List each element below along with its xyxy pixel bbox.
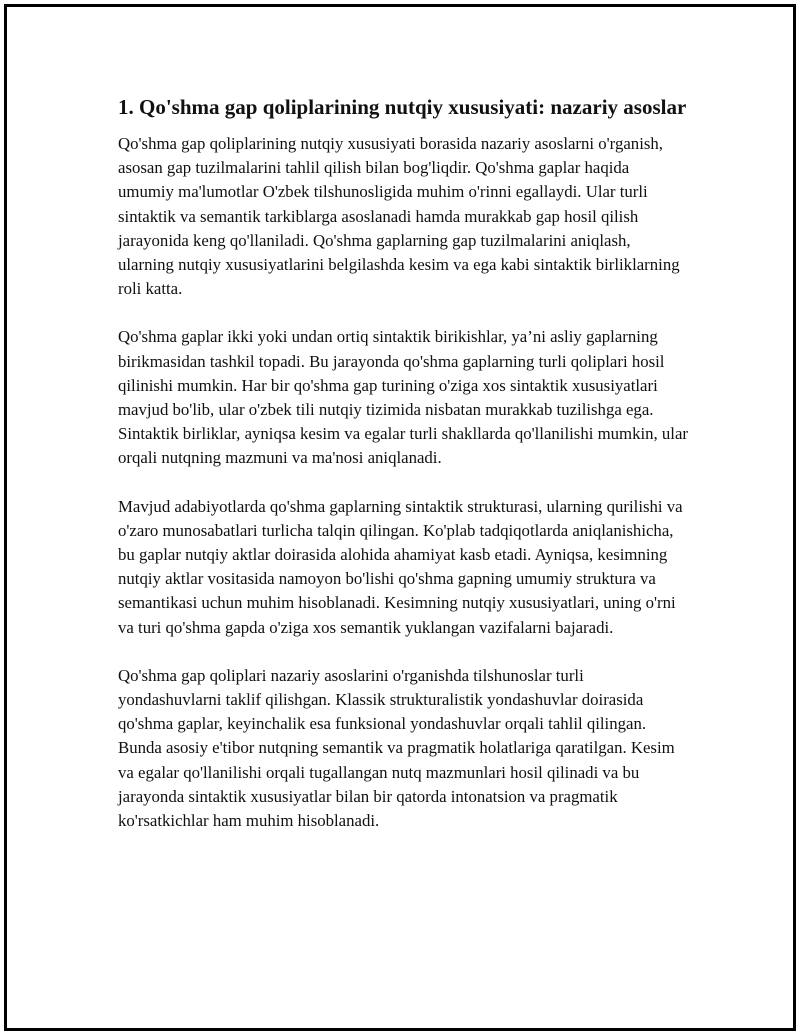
paragraph-4: Qo'shma gap qoliplari nazariy asoslarini o'rganishda tilshunoslar turli yondashuvlarni taklif qilishgan. Klassik strukturalistik yondashuvlar doirasida qo'shma gaplar, keyinchalik esa funksional yondashuvlar orqali tahlil qilingan. Bunda asosiy e'tibor nutqning semantik va pragmatik holatlariga qaratilgan. Kesim va egalar qo'llanilishi orqali tugallangan nutq mazmunlari hosil qilinadi va bu jarayonda sintaktik xususiyatlar bilan bir qatorda intonatsion va pragmatik ko'rsatkichlar ham muhim hisoblanadi.	[118, 665, 675, 831]
paragraph-1: Qo'shma gap qoliplarining nutqiy xususiyati borasida nazariy asoslarni o'rganish, asosan gap tuzilmalarini tahlil qilish bilan bog'liqdir. Qo'shma gaplar haqida umumiy ma'lumotlar O'zbek tilshunosligida muhim o'rinni egallaydi. Ular turli sintaktik va semantik tarkiblarga asoslanadi hamda murakkab gap hosil qilish jarayonida keng qo'llaniladi. Qo'shma gaplarning gap tuzilmalarini aniqlash, ularning nutqiy xususiyatlarini belgilashda kesim va ega kabi sintaktik birliklarning roli katta.	[118, 134, 680, 299]
section-heading: 1. Qo'shma gap qoliplarining nutqiy xususiyati: nazariy asoslar	[118, 95, 687, 119]
paragraph-3: Mavjud adabiyotlarda qo'shma gaplarning sintaktik strukturasi, ularning qurilishi va o'zaro munosabatlari turlicha talqin qilingan. Ko'plab tadqiqotlarda aniqlanishicha, bu gaplar nutqiy aktlar doirasida alohida ahamiyat kasb etadi. Ayniqsa, kesimning nutqiy aktlar vositasida namoyon bo'lishi qo'shma gapning umumiy struktura va semantikasi uchun muhim hisoblanadi. Kesimning nutqiy xususiyatlari, uning o'rni va turi qo'shma gapda o'ziga xos semantik yuklangan vazifalarni bajaradi.	[118, 496, 683, 637]
paragraph-2: Qo'shma gaplar ikki yoki undan ortiq sintaktik birikishlar, ya’ni asliy gaplarning birikmasidan tashkil topadi. Bu jarayonda qo'shma gaplarning turli qoliplari hosil qilinishi mumkin. Har bir qo'shma gap turining o'ziga xos sintaktik xususiyatlari mavjud bo'lib, ular o'zbek tili nutqiy tizimida nisbatan murakkab tuzilishga ega. Sintaktik birliklar, ayniqsa kesim va egalar turli shakllarda qo'llanilishi mumkin, ular orqali nutqning mazmuni va ma'nosi aniqlanadi.	[118, 327, 688, 468]
document-body	[118, 94, 688, 857]
